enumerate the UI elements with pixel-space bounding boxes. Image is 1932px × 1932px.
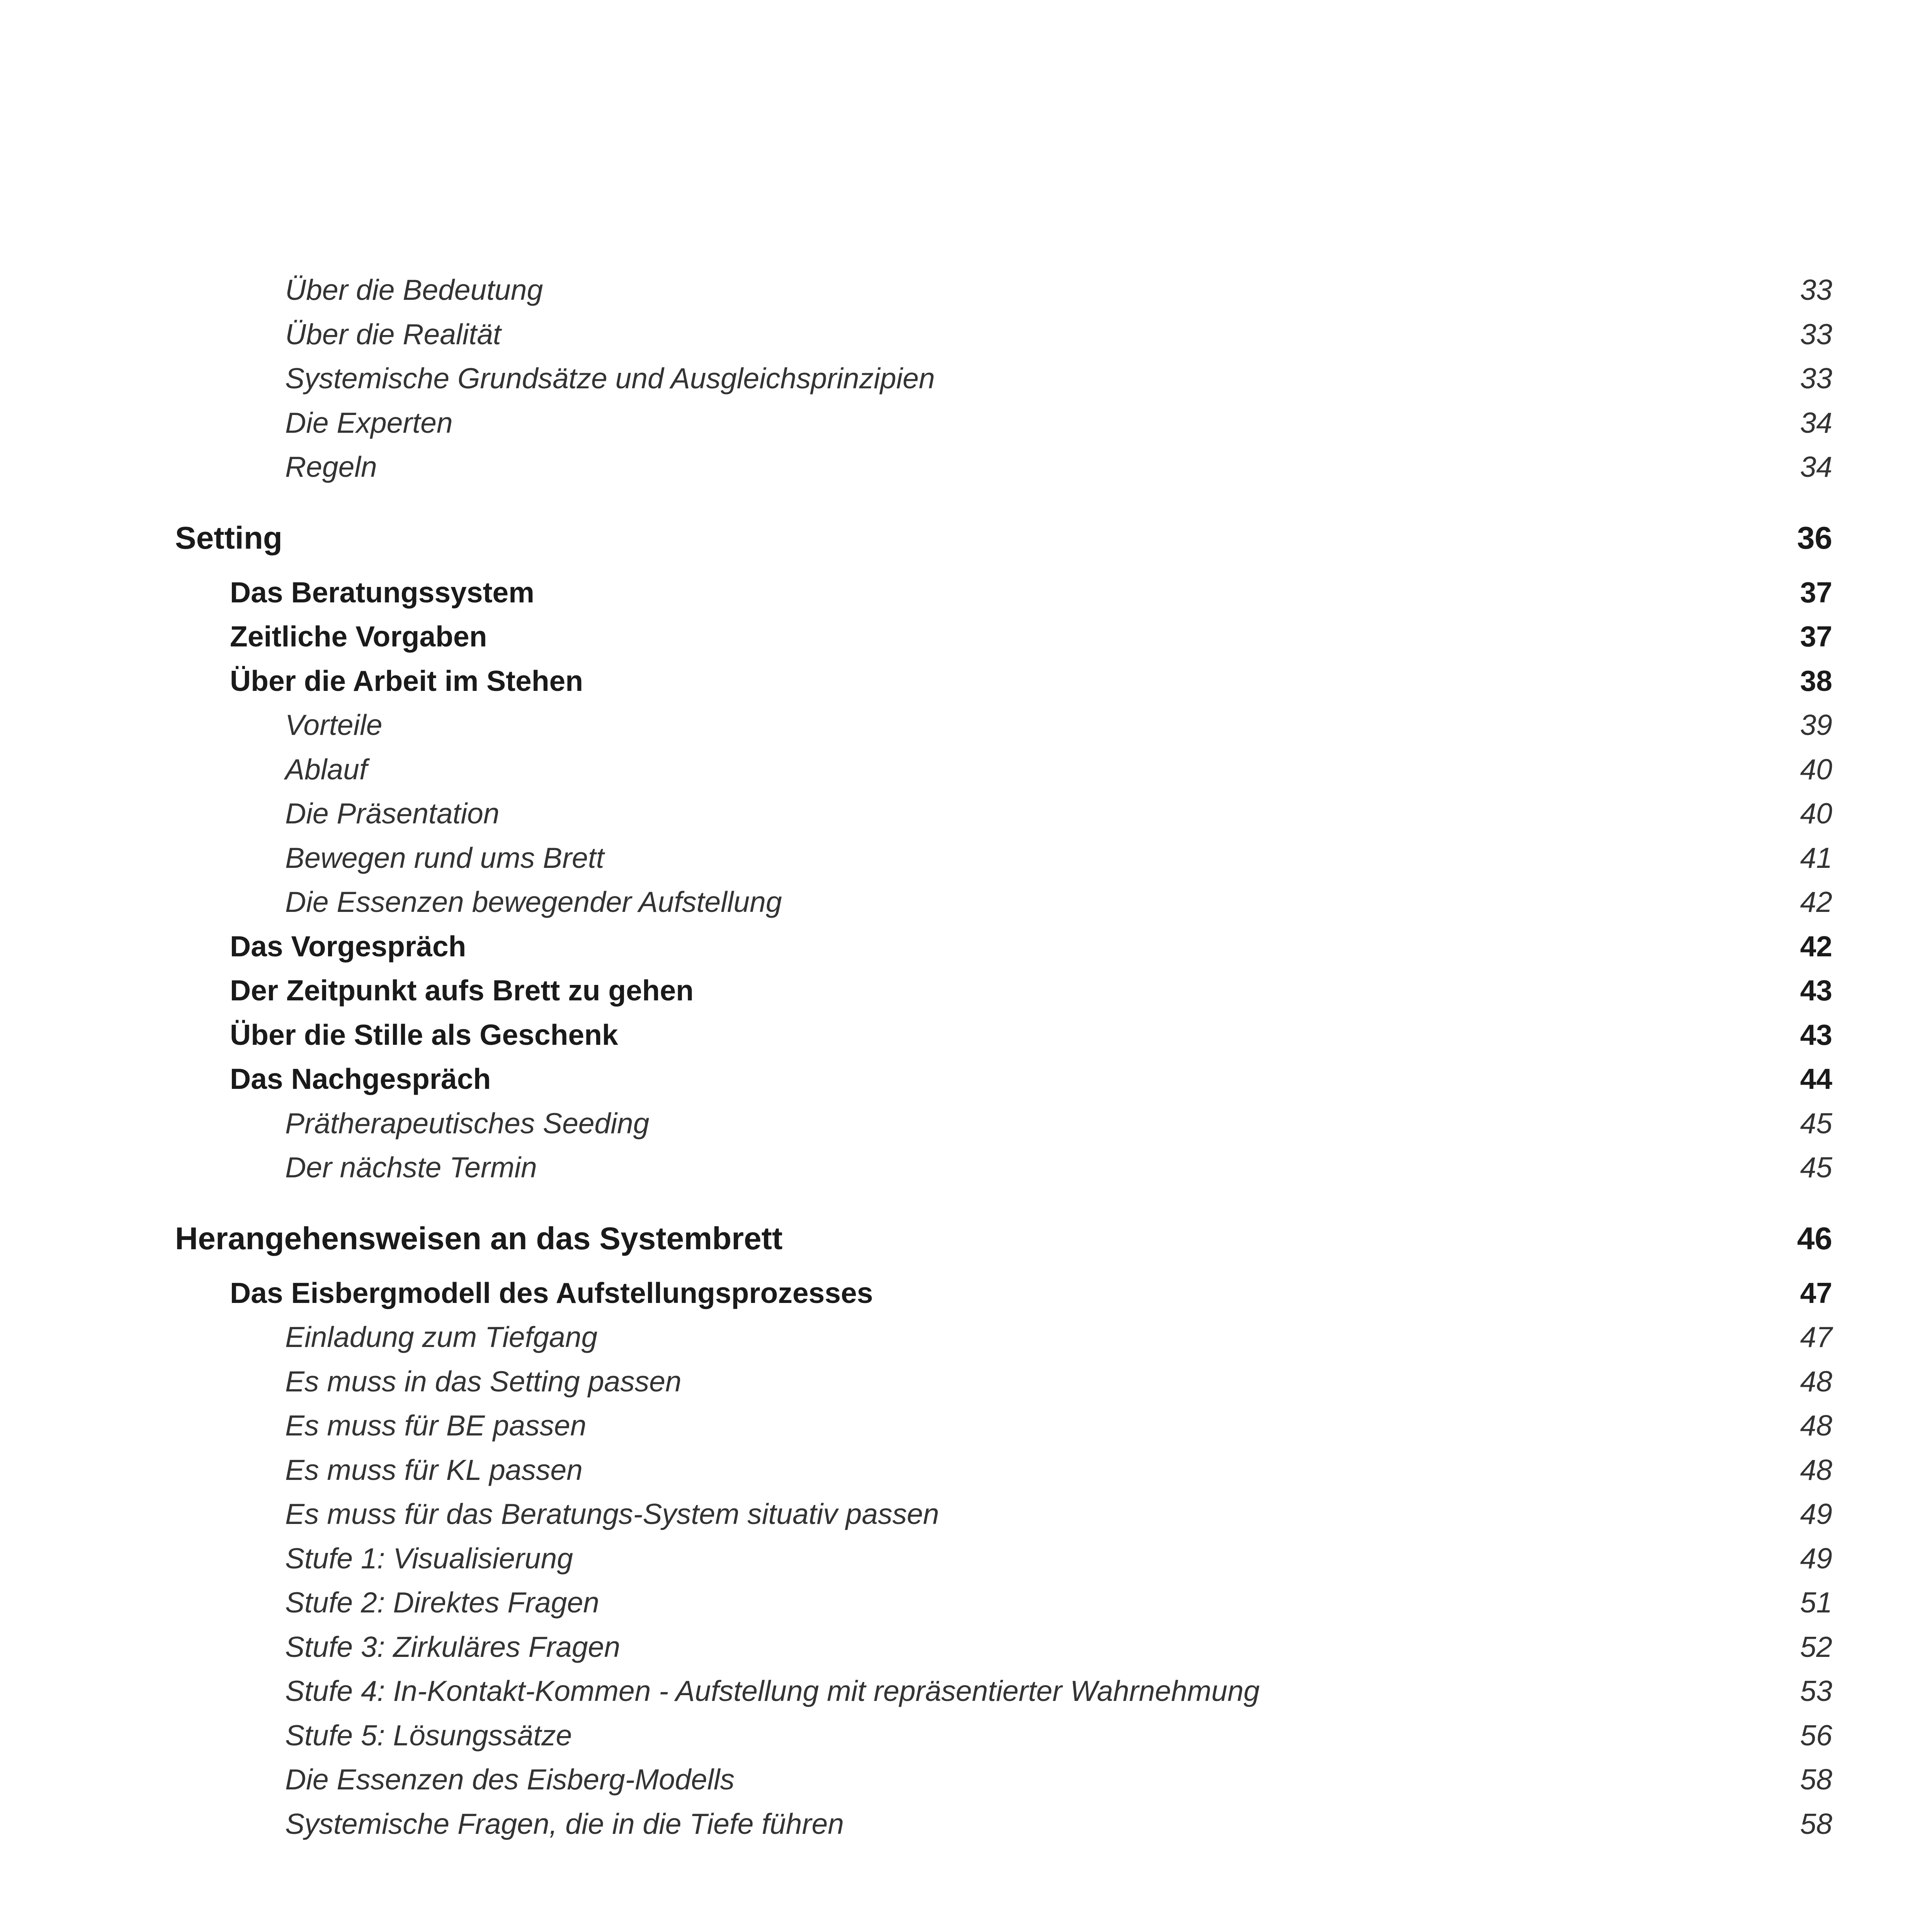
toc-subsection bbox=[0, 1362, 1932, 1401]
toc-entry-page-number: 41 bbox=[1800, 841, 1832, 874]
toc-entry-page-number: 52 bbox=[1800, 1630, 1832, 1663]
toc-entry-title: Zeitliche Vorgaben bbox=[230, 620, 487, 653]
toc-entry-page-number: 51 bbox=[1800, 1586, 1832, 1619]
toc-entry-page-number: 47 bbox=[1800, 1276, 1832, 1309]
toc-entry-title: Über die Arbeit im Stehen bbox=[230, 664, 583, 697]
toc-entry-page-number: 38 bbox=[1800, 664, 1832, 697]
toc-entry-title: Die Präsentation bbox=[285, 797, 500, 830]
toc-section bbox=[0, 617, 1932, 656]
toc-entry-title: Systemische Grundsätze und Ausgleichsprinzipien bbox=[285, 362, 935, 395]
toc-section bbox=[0, 573, 1932, 612]
toc-entry-title: Das Nachgespräch bbox=[230, 1063, 491, 1095]
toc-entry-title: Das Vorgespräch bbox=[230, 930, 466, 963]
toc-entry-title: Es muss für KL passen bbox=[285, 1453, 583, 1486]
toc-subsection bbox=[0, 270, 1932, 309]
toc-subsection bbox=[0, 1716, 1932, 1755]
toc-entry-page-number: 40 bbox=[1800, 797, 1832, 830]
toc-entry-title: Es muss für das Beratungs-System situativ passen bbox=[285, 1498, 939, 1530]
toc-entry-title: Regeln bbox=[285, 451, 377, 483]
toc-entry-title: Einladung zum Tiefgang bbox=[285, 1321, 598, 1353]
toc-section bbox=[0, 927, 1932, 966]
toc-entry-page-number: 34 bbox=[1800, 406, 1832, 439]
toc-subsection bbox=[0, 1628, 1932, 1666]
toc-entry-page-number: 46 bbox=[1797, 1221, 1832, 1256]
toc-entry-page-number: 48 bbox=[1800, 1453, 1832, 1486]
toc-subsection bbox=[0, 1495, 1932, 1533]
toc-section bbox=[0, 1274, 1932, 1312]
toc-entry-title: Das Eisbergmodell des Aufstellungsprozesses bbox=[230, 1276, 873, 1309]
toc-entry-page-number: 44 bbox=[1800, 1063, 1832, 1095]
toc-chapter bbox=[0, 519, 1932, 558]
toc-subsection bbox=[0, 359, 1932, 398]
toc-entry-page-number: 58 bbox=[1800, 1763, 1832, 1796]
toc-entry-page-number: 42 bbox=[1800, 886, 1832, 918]
toc-entry-title: Stufe 5: Lösungssätze bbox=[285, 1719, 572, 1752]
toc-entry-page-number: 56 bbox=[1800, 1719, 1832, 1752]
toc-subsection bbox=[0, 1583, 1932, 1622]
toc-entry-page-number: 49 bbox=[1800, 1542, 1832, 1575]
toc-subsection bbox=[0, 1451, 1932, 1489]
toc-entry-title: Vorteile bbox=[285, 709, 383, 741]
toc-entry-title: Über die Bedeutung bbox=[285, 274, 543, 306]
toc-entry-title: Über die Realität bbox=[285, 318, 501, 350]
toc-entry-page-number: 48 bbox=[1800, 1365, 1832, 1398]
toc-entry-title: Das Beratungssystem bbox=[230, 576, 534, 609]
toc-section bbox=[0, 1015, 1932, 1054]
toc-subsection bbox=[0, 750, 1932, 789]
toc-subsection bbox=[0, 838, 1932, 877]
toc-entry-page-number: 33 bbox=[1800, 274, 1832, 306]
toc-entry-page-number: 37 bbox=[1800, 576, 1832, 609]
toc-entry-title: Systemische Fragen, die in die Tiefe führen bbox=[285, 1807, 844, 1840]
toc-subsection bbox=[0, 883, 1932, 921]
toc-entry-page-number: 43 bbox=[1800, 974, 1832, 1007]
toc-entry-title: Der nächste Termin bbox=[285, 1151, 537, 1184]
toc-entry-title: Die Essenzen des Eisberg-Modells bbox=[285, 1763, 735, 1796]
toc-subsection bbox=[0, 1148, 1932, 1187]
toc-subsection bbox=[0, 1760, 1932, 1799]
toc-subsection bbox=[0, 403, 1932, 442]
toc-entry-title: Der Zeitpunkt aufs Brett zu gehen bbox=[230, 974, 694, 1007]
toc-entry-title: Es muss in das Setting passen bbox=[285, 1365, 682, 1398]
toc-chapter bbox=[0, 1219, 1932, 1258]
toc-subsection bbox=[0, 794, 1932, 833]
toc-subsection bbox=[0, 1539, 1932, 1578]
toc-subsection bbox=[0, 1804, 1932, 1843]
toc-entry-title: Stufe 2: Direktes Fragen bbox=[285, 1586, 599, 1619]
toc-subsection bbox=[0, 1672, 1932, 1710]
toc-subsection bbox=[0, 1406, 1932, 1445]
toc-entry-title: Über die Stille als Geschenk bbox=[230, 1018, 618, 1051]
toc-entry-title: Es muss für BE passen bbox=[285, 1409, 587, 1442]
toc-entry-page-number: 47 bbox=[1800, 1321, 1832, 1353]
toc-entry-title: Stufe 3: Zirkuläres Fragen bbox=[285, 1630, 621, 1663]
toc-entry-page-number: 34 bbox=[1800, 451, 1832, 483]
toc-entry-page-number: 53 bbox=[1800, 1675, 1832, 1707]
toc-section bbox=[0, 971, 1932, 1010]
toc-entry-page-number: 39 bbox=[1800, 709, 1832, 741]
toc-subsection bbox=[0, 447, 1932, 486]
toc-entry-page-number: 58 bbox=[1800, 1807, 1832, 1840]
toc-entry-title: Bewegen rund ums Brett bbox=[285, 841, 604, 874]
toc-subsection bbox=[0, 1318, 1932, 1356]
toc-entry-page-number: 49 bbox=[1800, 1498, 1832, 1530]
toc-entry-page-number: 40 bbox=[1800, 753, 1832, 786]
toc-entry-page-number: 45 bbox=[1800, 1107, 1832, 1139]
toc-entry-title: Prätherapeutisches Seeding bbox=[285, 1107, 650, 1139]
toc-entry-page-number: 37 bbox=[1800, 620, 1832, 653]
toc-entry-page-number: 48 bbox=[1800, 1409, 1832, 1442]
toc-subsection bbox=[0, 706, 1932, 744]
toc-entry-page-number: 33 bbox=[1800, 318, 1832, 350]
toc-entry-title: Die Essenzen bewegender Aufstellung bbox=[285, 886, 782, 918]
toc-entry-title: Ablauf bbox=[285, 753, 367, 786]
toc-entry-page-number: 33 bbox=[1800, 362, 1832, 395]
toc-entry-page-number: 43 bbox=[1800, 1018, 1832, 1051]
toc-entry-title: Setting bbox=[175, 520, 282, 556]
toc-section bbox=[0, 1060, 1932, 1098]
toc-entry-page-number: 42 bbox=[1800, 930, 1832, 963]
toc-entry-title: Stufe 1: Visualisierung bbox=[285, 1542, 573, 1575]
toc-subsection bbox=[0, 1104, 1932, 1143]
toc-entry-title: Stufe 4: In-Kontakt-Kommen - Aufstellung mit repräsentierter Wahrnehmung bbox=[285, 1675, 1260, 1707]
toc-section bbox=[0, 662, 1932, 700]
toc-entry-page-number: 45 bbox=[1800, 1151, 1832, 1184]
toc-entry-page-number: 36 bbox=[1797, 520, 1832, 556]
toc-entry-title: Die Experten bbox=[285, 406, 453, 439]
toc-subsection bbox=[0, 315, 1932, 354]
toc-entry-title: Herangehensweisen an das Systembrett bbox=[175, 1221, 783, 1256]
